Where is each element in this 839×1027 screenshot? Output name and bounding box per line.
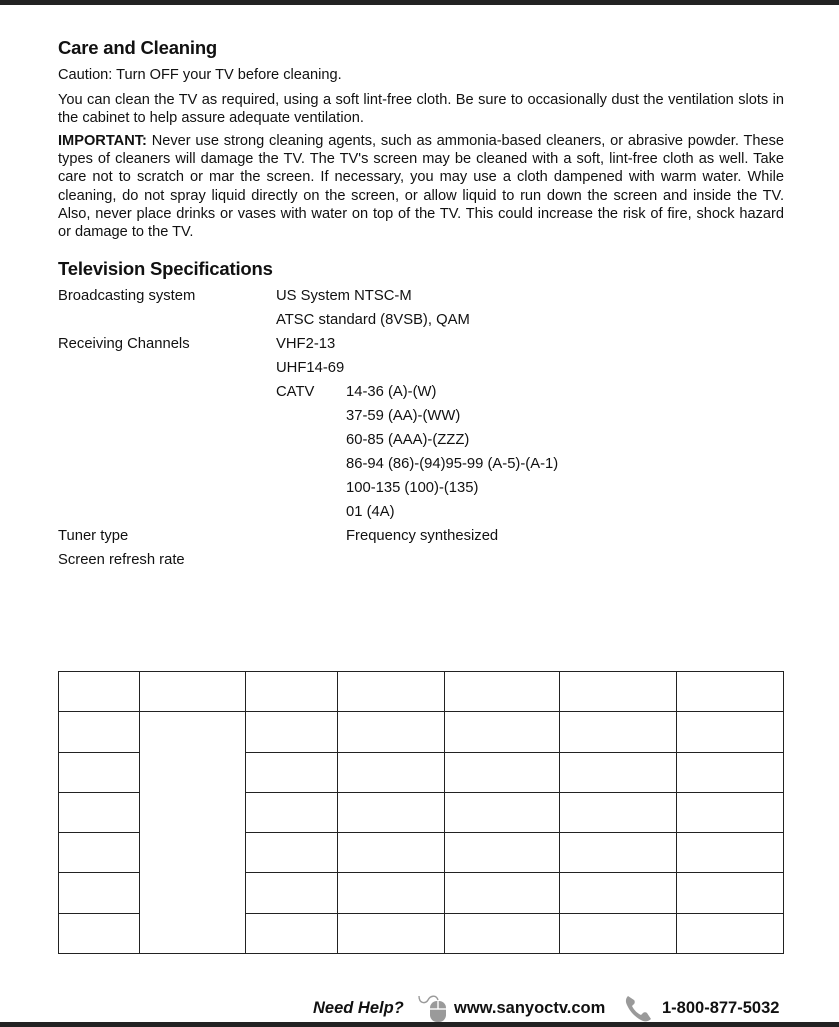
mouse-icon bbox=[416, 992, 450, 1022]
table-cell bbox=[246, 712, 338, 752]
table-cell bbox=[338, 833, 445, 873]
catv-value: 100-135 (100)-(135) bbox=[346, 480, 479, 496]
catv-value: 37-59 (AA)-(WW) bbox=[346, 408, 461, 424]
refresh-label: Screen refresh rate bbox=[58, 552, 185, 568]
table-cell bbox=[677, 792, 784, 832]
table-cell bbox=[246, 873, 338, 913]
table-row bbox=[59, 712, 784, 752]
table-cell bbox=[338, 913, 445, 953]
table-cell bbox=[445, 712, 560, 752]
table-cell bbox=[445, 913, 560, 953]
tuner-value: Frequency synthesized bbox=[346, 528, 499, 544]
website-link[interactable]: www.sanyoctv.com bbox=[454, 999, 606, 1017]
important-text: Never use strong cleaning agents, such as ammonia-based cleaners, or abrasive powder. These types of cleaners will damage the TV. The TV's screen may be cleaned with a soft, lint-free cloth as well. Take care not to scratch or mar the screen. If necessary, you may use a cloth dampened with warm water. While cleaning, do not spray liquid directly on the screen, or allow liquid to run down the screen and inside the TV. Also, never place drinks or vases with water on top of the TV. This could increase the risk of fire, shock hazard or damage to the TV. bbox=[58, 133, 784, 241]
catv-value: 14-36 (A)-(W) bbox=[346, 384, 437, 400]
table-cell bbox=[246, 672, 338, 712]
top-rule bbox=[0, 0, 839, 5]
table-cell bbox=[677, 752, 784, 792]
vhf-value: VHF2-13 bbox=[276, 336, 336, 352]
table-cell bbox=[560, 913, 677, 953]
table-cell bbox=[677, 913, 784, 953]
table-cell bbox=[338, 792, 445, 832]
table-cell bbox=[59, 672, 140, 712]
table-cell bbox=[445, 833, 560, 873]
important-label: IMPORTANT: bbox=[58, 133, 147, 149]
table-cell bbox=[677, 873, 784, 913]
catv-value: 86-94 (86)-(94)95-99 (A-5)-(A-1) bbox=[346, 456, 559, 472]
table-cell bbox=[338, 712, 445, 752]
table-cell bbox=[560, 712, 677, 752]
phone-number: 1-800-877-5032 bbox=[662, 999, 780, 1017]
catv-value: 01 (4A) bbox=[346, 504, 395, 520]
table-cell bbox=[59, 913, 140, 953]
phone-icon bbox=[624, 993, 654, 1023]
table-cell bbox=[246, 913, 338, 953]
broadcasting-value: ATSC standard (8VSB), QAM bbox=[276, 312, 470, 328]
specs-title: Television Specifications bbox=[58, 258, 273, 279]
table-cell bbox=[445, 752, 560, 792]
table-cell bbox=[677, 712, 784, 752]
clean-paragraph: You can clean the TV as required, using a soft lint-free cloth. Be sure to occasionally dust the ventilation slots in the cabinet to help assure adequate ventilation. bbox=[58, 92, 784, 127]
table-cell bbox=[677, 833, 784, 873]
table-cell bbox=[59, 752, 140, 792]
table-cell bbox=[560, 752, 677, 792]
table-cell bbox=[246, 792, 338, 832]
table-cell bbox=[246, 833, 338, 873]
table-cell bbox=[338, 873, 445, 913]
caution-text: Caution: Turn OFF your TV before cleaning. bbox=[58, 67, 342, 83]
table-cell bbox=[140, 672, 246, 712]
table-cell bbox=[560, 792, 677, 832]
table-cell bbox=[59, 873, 140, 913]
uhf-value: UHF14-69 bbox=[276, 360, 345, 376]
table-cell bbox=[445, 873, 560, 913]
tuner-label: Tuner type bbox=[58, 528, 129, 544]
table-cell bbox=[677, 672, 784, 712]
broadcasting-value: US System NTSC-M bbox=[276, 288, 412, 304]
table-cell bbox=[445, 672, 560, 712]
table-cell bbox=[59, 712, 140, 752]
catv-value: 60-85 (AAA)-(ZZZ) bbox=[346, 432, 470, 448]
table-row bbox=[59, 672, 784, 712]
table-cell bbox=[59, 833, 140, 873]
bottom-rule bbox=[0, 1022, 839, 1027]
important-paragraph bbox=[58, 132, 784, 241]
spec-grid bbox=[58, 671, 784, 954]
table-cell bbox=[338, 672, 445, 712]
table-cell bbox=[246, 752, 338, 792]
table-cell bbox=[445, 792, 560, 832]
broadcasting-label: Broadcasting system bbox=[58, 288, 196, 304]
table-cell bbox=[560, 873, 677, 913]
table-cell bbox=[59, 792, 140, 832]
need-help-text: Need Help? bbox=[313, 999, 404, 1017]
receiving-label: Receiving Channels bbox=[58, 336, 190, 352]
table-cell bbox=[338, 752, 445, 792]
table-cell bbox=[560, 672, 677, 712]
table-cell bbox=[560, 833, 677, 873]
table-cell-merged bbox=[140, 712, 246, 954]
care-title: Care and Cleaning bbox=[58, 37, 218, 58]
catv-label: CATV bbox=[276, 384, 315, 400]
